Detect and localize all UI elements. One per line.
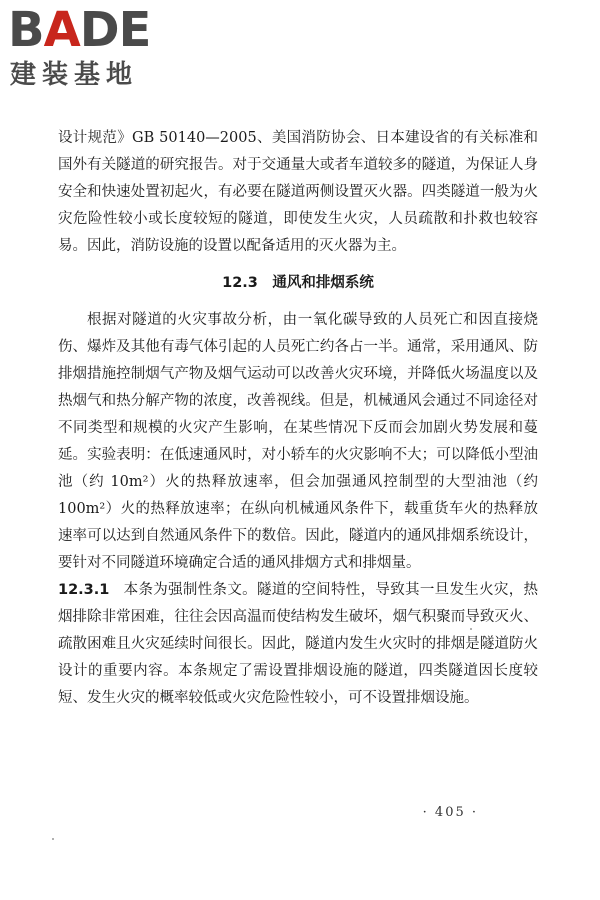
logo-letter-a-accent: A — [43, 2, 80, 58]
page-body — [58, 125, 538, 712]
brand-logo — [8, 4, 178, 92]
paragraph-ventilation-analysis: 根据对隧道的火灾事故分析，由一氧化碳导致的人员死亡和因直接烧伤、爆炸及其他有毒气体引起的人员死亡约各占一半。通常，采用通风、防排烟措施控制烟气产物及烟气运动可以改善火灾环境，并降低火场温度以及热烟气和热分解产物的浓度，改善视线。但是，机械通风会通过不同途径对不同类型和规模的火灾产生影响，在某些情况下反而会加剧火势发展和蔓延。实验表明：在低速通风时，对小轿车的火灾影响不大；可以降低小型油池（约 10m²）火的热释放速率，但会加强通风控制型的大型油池（约 100m²）火的热释放速率；在纵向机械通风条件下，载重货车火的热释放速率可以达到自然通风条件下的数倍。因此，隧道内的通风排烟系统设计，要针对不同隧道环境确定合适的通风排烟方式和排烟量。 — [58, 312, 538, 571]
scan-speck — [52, 838, 54, 840]
clause-number: 12.3.1 — [58, 582, 110, 598]
logo-letters-de: DE — [79, 2, 151, 58]
logo-letter-b: B — [8, 2, 44, 58]
logo-wordmark — [8, 4, 150, 56]
logo-subtitle: 建装基地 — [10, 60, 139, 90]
paragraph-continued: 设计规范》GB 50140—2005、美国消防协会、日本建设省的有关标准和国外有关隧道的研究报告。对于交通量大或者车道较多的隧道，为保证人身安全和快速处置初起火，有必要在隧道两侧设置灭火器。四类隧道一般为火灾危险性较小或长度较短的隧道，即使发生火灾，人员疏散和扑救也较容易。因此，消防设施的设置以配备适用的灭火器为主。 — [58, 130, 538, 254]
page-number: · 405 · — [422, 805, 478, 820]
scan-speck — [470, 628, 472, 630]
clause-text: 本条为强制性条文。隧道的空间特性，导致其一旦发生火灾，热烟排除非常困难，往往会因高温而使结构发生破坏，烟气积聚而导致灭火、疏散困难且火灾延续时间很长。因此，隧道内发生火灾时的排烟是隧道防火设计的重要内容。本条规定了需设置排烟设施的隧道，四类隧道因长度较短、发生火灾的概率较低或火灾危险性较小，可不设置排烟设施。 — [58, 582, 538, 706]
clause-12-3-1 — [58, 577, 538, 712]
section-heading: 12.3 通风和排烟系统 — [222, 275, 374, 291]
